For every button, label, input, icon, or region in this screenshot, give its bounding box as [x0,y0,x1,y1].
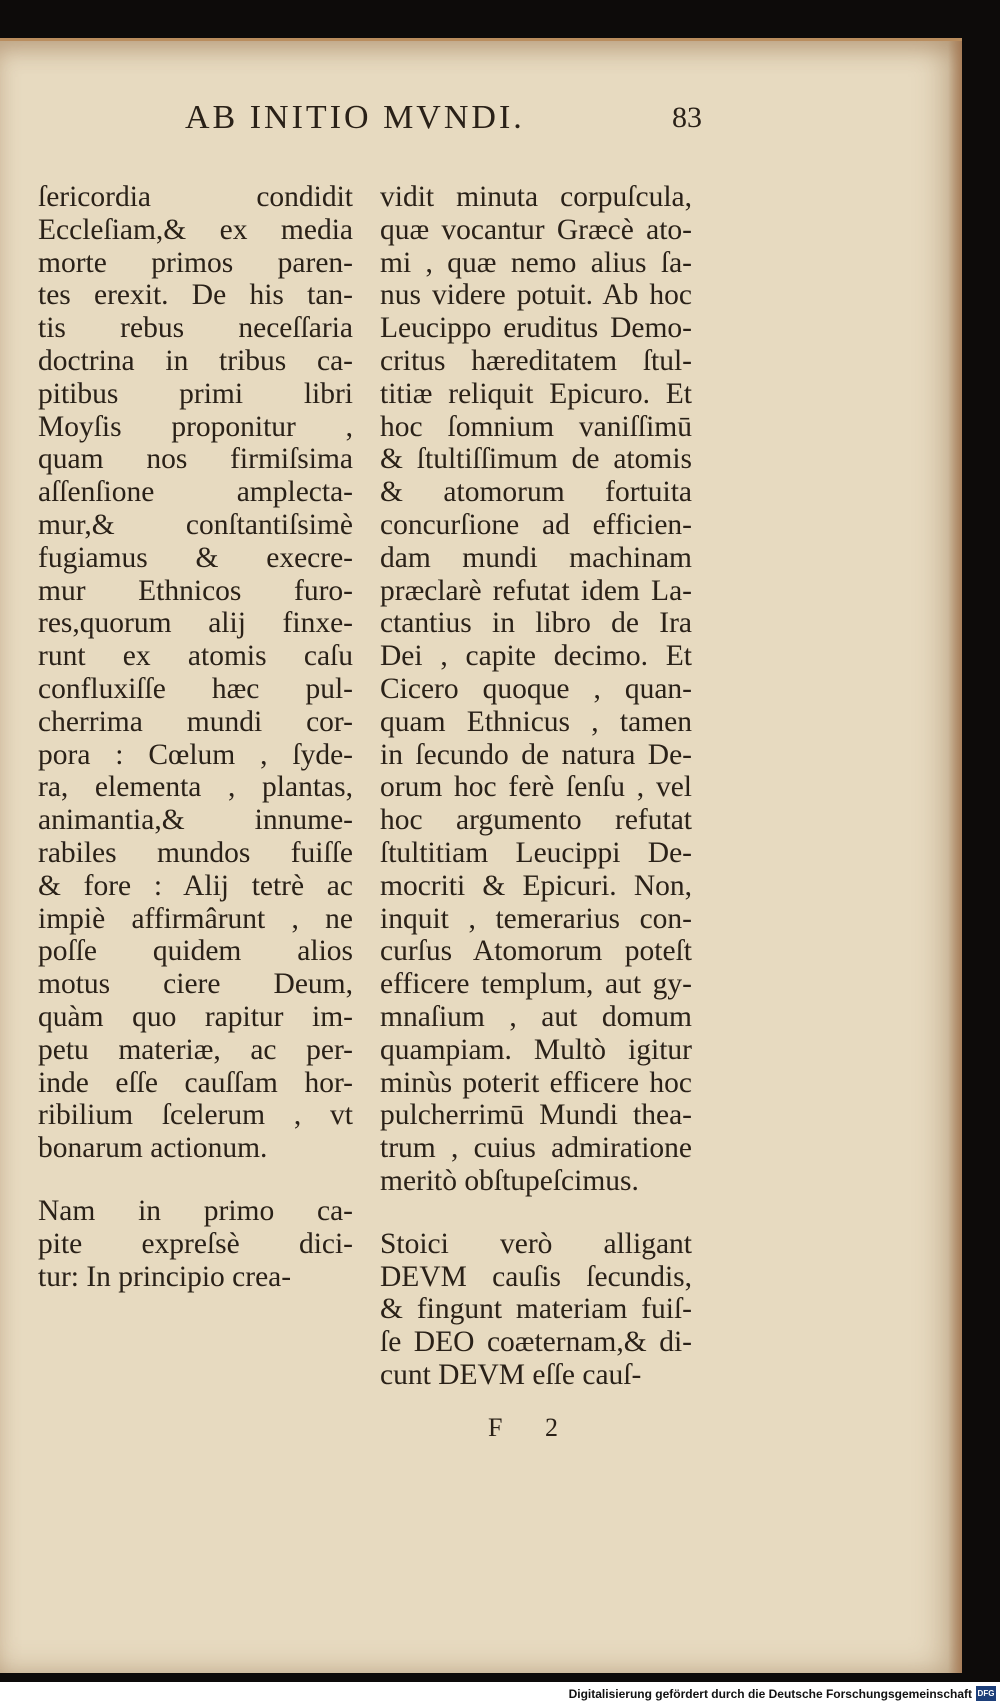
right-text-column [380,181,692,1392]
text-line: hoc ſomnium vaniſſimū [380,410,692,443]
text-line: Stoici verò alligant [380,1227,692,1260]
text-line: pulcherrimū Mundi thea- [380,1099,692,1132]
text-line: doctrina in tribus ca- [38,344,353,377]
text-line: tis rebus neceſſaria [38,312,353,345]
text-line: & atomorum fortuita [380,476,692,509]
text-line: runt ex atomis caſu [38,640,353,673]
text-line: tes erexit. De his tan- [38,279,353,312]
text-line: quæ vocantur Græcè ato- [380,213,692,246]
text-line: pite expreſsè dici- [38,1227,353,1260]
text-line: ctantius in libro de Ira [380,607,692,640]
text-line: impiè affirmârunt , ne [38,902,353,935]
text-line: inde eſſe cauſſam hor- [38,1066,353,1099]
text-line: bonarum actionum. [38,1132,268,1165]
text-line: mocriti & Epicuri. Non, [380,869,692,902]
text-line: mur,& conſtantiſsimè [38,508,353,541]
text-line: res,quorum alij finxe- [38,607,353,640]
text-line: quam nos firmiſsima [38,443,353,476]
text-line: Cicero quoque , quan- [380,672,692,705]
text-line: ſe DEO coæternam,& di- [380,1326,692,1359]
page-number: 83 [672,101,702,134]
text-line: mnaſium , aut domum [380,1000,692,1033]
text-line: præclarè refutat idem La- [380,574,692,607]
text-line: animantia,& innume- [38,804,353,837]
text-line: DEVM cauſis ſecundis, [380,1260,692,1293]
text-line: nus videre potuit. Ab hoc [380,279,692,312]
text-line: Dei , capite decimo. Et [380,640,692,673]
paragraph-gap [380,1198,692,1228]
funding-credit: Digitalisierung gefördert durch die Deutsche Forschungsgemeinschaft [568,1687,972,1701]
text-line: pitibus primi libri [38,377,353,410]
text-line: cunt DEVM eſſe cauſ- [380,1358,642,1391]
text-line: quàm quo rapitur im- [38,1000,353,1033]
text-line: dam mundi machinam [380,541,692,574]
text-line: quam Ethnicus , tamen [380,705,692,738]
text-line: Leucippo eruditus Demo- [380,312,692,345]
text-line: morte primos paren- [38,246,353,279]
running-title: AB INITIO MVNDI. [185,99,525,136]
footer-bar [0,1682,1000,1706]
text-line: quampiam. Multò igitur [380,1033,692,1066]
dfg-logo: DFG [976,1686,996,1701]
text-line: orum hoc ferè ſenſu , vel [380,771,692,804]
text-line: critus hæreditatem ſtul- [380,344,692,377]
text-line: Moyſis proponitur , [38,410,353,443]
text-line: & fore : Alij tetrè ac [38,869,353,902]
text-line: mur Ethnicos furo- [38,574,353,607]
text-line: tur: In principio crea- [38,1260,292,1293]
text-line: aſſenſione amplecta- [38,476,353,509]
text-line: & ſtultiſſimum de atomis [380,443,692,476]
text-line: cherrima mundi cor- [38,705,353,738]
text-line: hoc argumento refutat [380,804,692,837]
text-line: motus ciere Deum, [38,968,353,1001]
text-line: Eccleſiam,& ex media [38,213,353,246]
book-page [0,38,962,1673]
text-line: ſericordia condidit [38,181,353,213]
text-line: ra, elementa , plantas, [38,771,353,804]
text-line: curſus Atomorum poteſt [380,935,692,968]
text-line: poſſe quidem alios [38,935,353,968]
text-line: Nam in primo ca- [38,1194,353,1227]
left-text-column [38,181,353,1293]
signature-mark: F 2 [488,1413,576,1442]
text-line: minùs poterit efficere hoc [380,1066,692,1099]
text-line: confluxiſſe hæc pul- [38,672,353,705]
text-line: vidit minuta corpuſcula, [380,181,692,213]
text-line: meritò obſtupeſcimus. [380,1164,639,1197]
text-line: petu materiæ, ac per- [38,1033,353,1066]
text-line: trum , cuius admiratione [380,1132,692,1165]
text-line: pora : Cœlum , ſyde- [38,738,353,771]
text-line: rabiles mundos fuiſſe [38,836,353,869]
text-line: ribilium ſcelerum , vt [38,1099,353,1132]
text-line: mi , quæ nemo alius ſa- [380,246,692,279]
text-line: in ſecundo de natura De- [380,738,692,771]
text-line: fugiamus & execre- [38,541,353,574]
text-line: ſtultitiam Leucippi De- [380,836,692,869]
text-line: concurſione ad efficien- [380,508,692,541]
paragraph-gap [38,1165,353,1195]
text-line: inquit , temerarius con- [380,902,692,935]
text-line: efficere templum, aut gy- [380,968,692,1001]
text-line: titiæ reliquit Epicuro. Et [380,377,692,410]
text-line: & fingunt materiam fuiſ- [380,1293,692,1326]
